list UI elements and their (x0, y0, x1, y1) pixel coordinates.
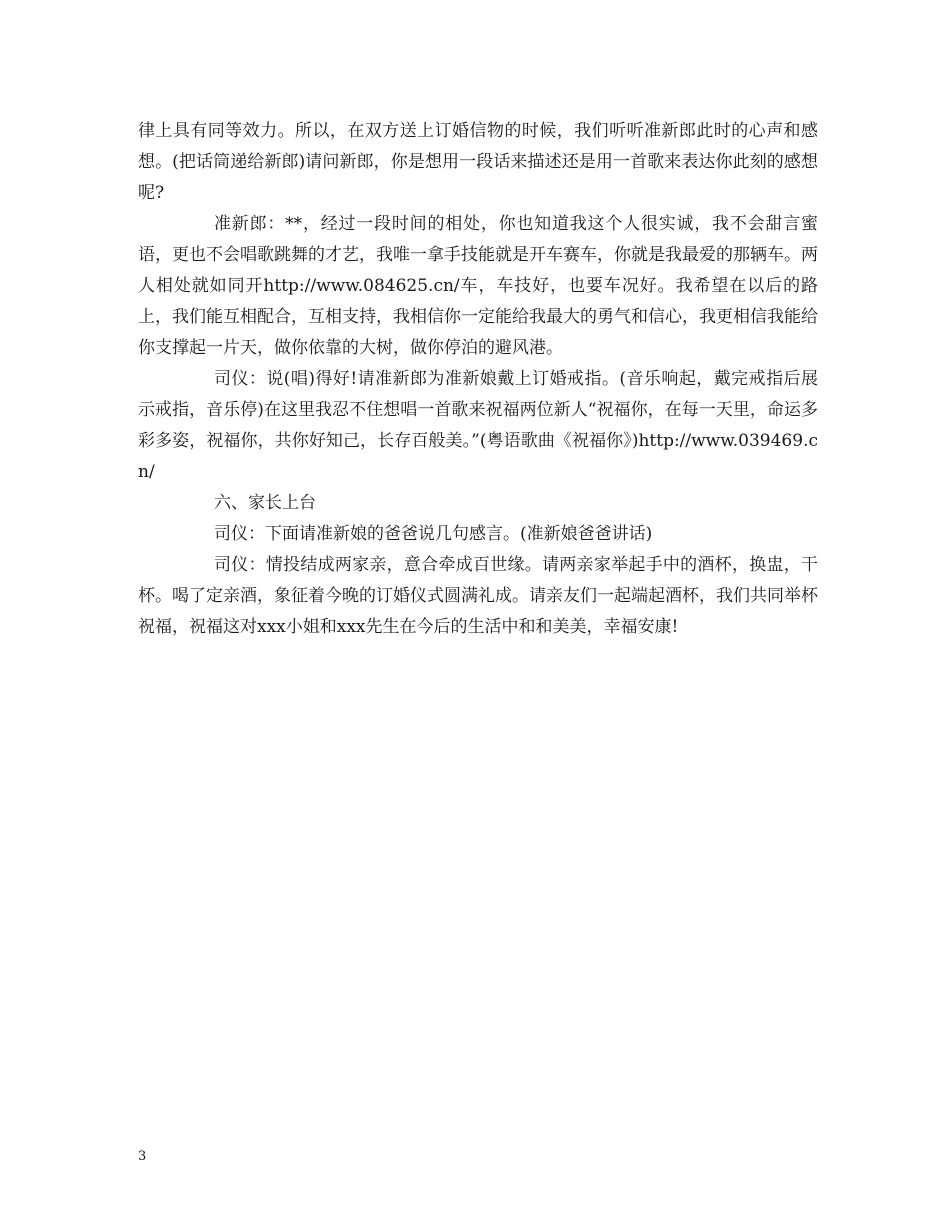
paragraph-continuation: 律上具有同等效力。所以，在双方送上订婚信物的时候，我们听听准新郎此时的心声和感想。(把话筒递给新郎)请问新郎，你是想用一段话来描述还是用一首歌来表达你此刻的感想呢? (138, 121, 818, 203)
paragraph-groom-speech: 准新郎：**，经过一段时间的相处，你也知道我这个人很实诚，我不会甜言蜜语，更也不会唱歌跳舞的才艺，我唯一拿手技能就是开车赛车，你就是我最爱的那辆车。两人相处就如同开http://www.084625.cn/车，车技好，也要车况好。我希望在以后的路上，我们能互相配合，互相支持，我相信你一定能给我最大的勇气和信心，我更相信我能给你支撑起一片天，做你依靠的大树，做你停泊的避风港。 (138, 214, 818, 358)
page-number: 3 (138, 1149, 147, 1164)
section-heading-parents: 六、家长上台 (214, 493, 316, 513)
document-body (138, 116, 818, 643)
paragraph-ring-ceremony: 司仪：说(唱)得好!请准新郎为准新娘戴上订婚戒指。(音乐响起，戴完戒指后展示戒指，音乐停)在这里我忍不住想唱一首歌来祝福两位新人“祝福你，在每一天里，命运多彩多姿，祝福你，共你好知己，长存百般美。”(粤语歌曲《祝福你》)http://www.039469.cn/ (138, 369, 818, 482)
paragraph-toast: 司仪：情投结成两家亲，意合牵成百世缘。请两亲家举起手中的酒杯，换盅，干杯。喝了定亲酒，象征着今晚的订婚仪式圆满礼成。请亲友们一起端起酒杯，我们共同举杯祝福，祝福这对xxx小姐和xxx先生在今后的生活中和和美美，幸福安康! (138, 555, 818, 637)
paragraph-father-speech: 司仪：下面请准新娘的爸爸说几句感言。(准新娘爸爸讲话) (214, 524, 653, 544)
